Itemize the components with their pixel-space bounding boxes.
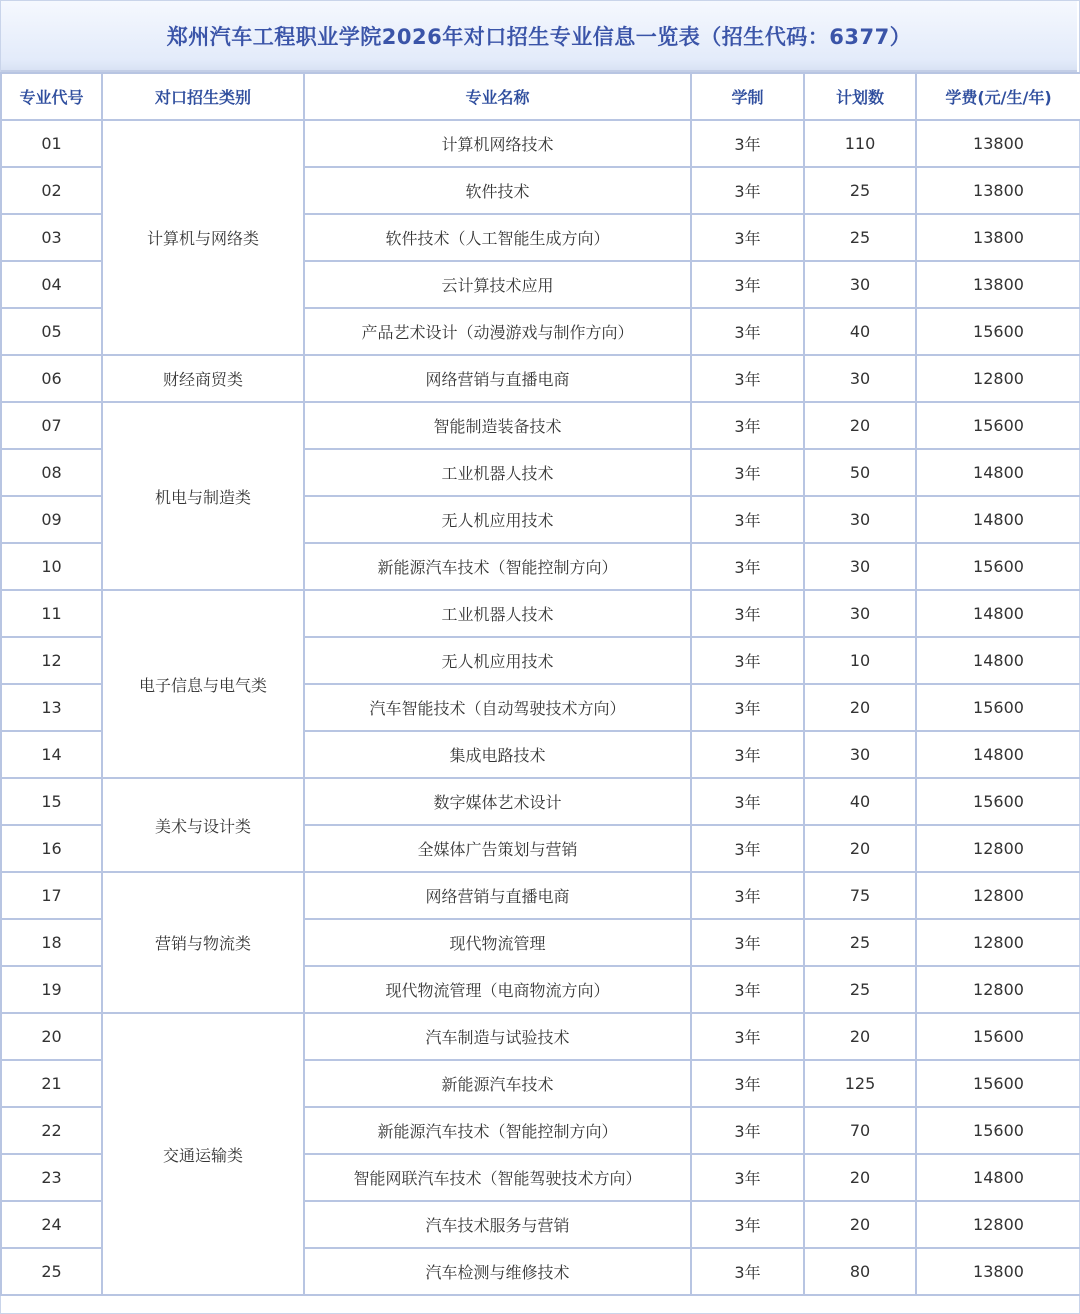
cell-code: 07 [1, 402, 102, 449]
header-row [1, 73, 1080, 120]
cell-fee: 12800 [916, 919, 1080, 966]
table-body [1, 120, 1080, 1295]
table-row [1, 120, 1080, 167]
cell-duration: 3年 [691, 919, 804, 966]
cell-code: 22 [1, 1107, 102, 1154]
cell-fee: 12800 [916, 355, 1080, 402]
cell-plan: 30 [804, 731, 916, 778]
cell-duration: 3年 [691, 1248, 804, 1295]
cell-major: 智能网联汽车技术（智能驾驶技术方向） [304, 1154, 691, 1201]
cell-code: 18 [1, 919, 102, 966]
cell-plan: 20 [804, 1201, 916, 1248]
cell-fee: 15600 [916, 778, 1080, 825]
cell-code: 13 [1, 684, 102, 731]
cell-plan: 80 [804, 1248, 916, 1295]
cell-major: 无人机应用技术 [304, 637, 691, 684]
cell-major: 现代物流管理 [304, 919, 691, 966]
cell-plan: 10 [804, 637, 916, 684]
cell-code: 17 [1, 872, 102, 919]
cell-duration: 3年 [691, 684, 804, 731]
cell-major: 云计算技术应用 [304, 261, 691, 308]
cell-duration: 3年 [691, 167, 804, 214]
cell-plan: 20 [804, 1154, 916, 1201]
cell-fee: 12800 [916, 872, 1080, 919]
table-row [1, 1013, 1080, 1060]
cell-duration: 3年 [691, 590, 804, 637]
cell-fee: 13800 [916, 120, 1080, 167]
cell-code: 09 [1, 496, 102, 543]
cell-code: 05 [1, 308, 102, 355]
cell-major: 产品艺术设计（动漫游戏与制作方向） [304, 308, 691, 355]
cell-duration: 3年 [691, 966, 804, 1013]
cell-code: 19 [1, 966, 102, 1013]
cell-major: 新能源汽车技术 [304, 1060, 691, 1107]
cell-plan: 25 [804, 214, 916, 261]
cell-major: 计算机网络技术 [304, 120, 691, 167]
cell-plan: 20 [804, 402, 916, 449]
header-duration: 学制 [691, 73, 804, 120]
cell-plan: 30 [804, 355, 916, 402]
header-major: 专业名称 [304, 73, 691, 120]
cell-category: 计算机与网络类 [102, 120, 304, 355]
cell-major: 新能源汽车技术（智能控制方向） [304, 543, 691, 590]
cell-major: 无人机应用技术 [304, 496, 691, 543]
table-row [1, 402, 1080, 449]
cell-fee: 14800 [916, 731, 1080, 778]
cell-code: 23 [1, 1154, 102, 1201]
cell-duration: 3年 [691, 120, 804, 167]
cell-fee: 14800 [916, 637, 1080, 684]
cell-plan: 30 [804, 590, 916, 637]
cell-major: 软件技术 [304, 167, 691, 214]
cell-fee: 13800 [916, 261, 1080, 308]
cell-plan: 125 [804, 1060, 916, 1107]
cell-major: 全媒体广告策划与营销 [304, 825, 691, 872]
cell-code: 06 [1, 355, 102, 402]
cell-code: 24 [1, 1201, 102, 1248]
cell-plan: 50 [804, 449, 916, 496]
cell-duration: 3年 [691, 496, 804, 543]
cell-duration: 3年 [691, 872, 804, 919]
table-row [1, 778, 1080, 825]
cell-plan: 70 [804, 1107, 916, 1154]
cell-code: 01 [1, 120, 102, 167]
cell-fee: 12800 [916, 825, 1080, 872]
majors-table [0, 72, 1080, 1296]
cell-category: 电子信息与电气类 [102, 590, 304, 778]
cell-major: 工业机器人技术 [304, 590, 691, 637]
cell-code: 21 [1, 1060, 102, 1107]
cell-fee: 14800 [916, 1154, 1080, 1201]
header-plan: 计划数 [804, 73, 916, 120]
cell-plan: 75 [804, 872, 916, 919]
cell-major: 数字媒体艺术设计 [304, 778, 691, 825]
cell-duration: 3年 [691, 731, 804, 778]
cell-duration: 3年 [691, 825, 804, 872]
table-row [1, 590, 1080, 637]
cell-duration: 3年 [691, 449, 804, 496]
cell-plan: 25 [804, 966, 916, 1013]
cell-major: 汽车制造与试验技术 [304, 1013, 691, 1060]
cell-major: 网络营销与直播电商 [304, 872, 691, 919]
cell-code: 12 [1, 637, 102, 684]
cell-duration: 3年 [691, 261, 804, 308]
cell-code: 14 [1, 731, 102, 778]
cell-code: 04 [1, 261, 102, 308]
cell-fee: 12800 [916, 1201, 1080, 1248]
cell-duration: 3年 [691, 308, 804, 355]
cell-fee: 15600 [916, 1060, 1080, 1107]
cell-category: 美术与设计类 [102, 778, 304, 872]
table-row [1, 872, 1080, 919]
cell-fee: 12800 [916, 966, 1080, 1013]
cell-fee: 13800 [916, 167, 1080, 214]
table-row [1, 355, 1080, 402]
cell-major: 网络营销与直播电商 [304, 355, 691, 402]
cell-duration: 3年 [691, 1201, 804, 1248]
cell-fee: 14800 [916, 449, 1080, 496]
cell-major: 工业机器人技术 [304, 449, 691, 496]
cell-duration: 3年 [691, 402, 804, 449]
cell-duration: 3年 [691, 214, 804, 261]
cell-fee: 15600 [916, 684, 1080, 731]
cell-fee: 14800 [916, 590, 1080, 637]
cell-code: 02 [1, 167, 102, 214]
cell-duration: 3年 [691, 1060, 804, 1107]
cell-plan: 30 [804, 543, 916, 590]
cell-code: 25 [1, 1248, 102, 1295]
cell-major: 集成电路技术 [304, 731, 691, 778]
cell-major: 汽车检测与维修技术 [304, 1248, 691, 1295]
cell-code: 03 [1, 214, 102, 261]
cell-plan: 25 [804, 919, 916, 966]
cell-fee: 15600 [916, 1107, 1080, 1154]
cell-plan: 40 [804, 308, 916, 355]
cell-fee: 14800 [916, 496, 1080, 543]
cell-category: 营销与物流类 [102, 872, 304, 1013]
cell-plan: 110 [804, 120, 916, 167]
cell-category: 交通运输类 [102, 1013, 304, 1295]
cell-plan: 20 [804, 825, 916, 872]
header-fee: 学费(元/生/年) [916, 73, 1080, 120]
cell-category: 机电与制造类 [102, 402, 304, 590]
cell-fee: 15600 [916, 543, 1080, 590]
cell-fee: 13800 [916, 1248, 1080, 1295]
cell-duration: 3年 [691, 543, 804, 590]
cell-plan: 25 [804, 167, 916, 214]
cell-duration: 3年 [691, 1107, 804, 1154]
cell-code: 10 [1, 543, 102, 590]
cell-code: 15 [1, 778, 102, 825]
header-code: 专业代号 [1, 73, 102, 120]
cell-fee: 15600 [916, 402, 1080, 449]
cell-major: 新能源汽车技术（智能控制方向） [304, 1107, 691, 1154]
cell-plan: 30 [804, 261, 916, 308]
cell-duration: 3年 [691, 637, 804, 684]
cell-code: 20 [1, 1013, 102, 1060]
cell-fee: 15600 [916, 1013, 1080, 1060]
cell-code: 11 [1, 590, 102, 637]
cell-duration: 3年 [691, 1013, 804, 1060]
cell-plan: 30 [804, 496, 916, 543]
cell-code: 08 [1, 449, 102, 496]
cell-code: 16 [1, 825, 102, 872]
cell-major: 软件技术（人工智能生成方向） [304, 214, 691, 261]
cell-major: 现代物流管理（电商物流方向） [304, 966, 691, 1013]
header-category: 对口招生类别 [102, 73, 304, 120]
title-bar [1, 1, 1077, 72]
cell-major: 智能制造装备技术 [304, 402, 691, 449]
cell-duration: 3年 [691, 355, 804, 402]
cell-plan: 20 [804, 1013, 916, 1060]
cell-duration: 3年 [691, 778, 804, 825]
cell-major: 汽车智能技术（自动驾驶技术方向） [304, 684, 691, 731]
cell-category: 财经商贸类 [102, 355, 304, 402]
cell-major: 汽车技术服务与营销 [304, 1201, 691, 1248]
cell-fee: 13800 [916, 214, 1080, 261]
cell-plan: 20 [804, 684, 916, 731]
page-title: 郑州汽车工程职业学院2026年对口招生专业信息一览表（招生代码：6377） [166, 24, 912, 49]
cell-fee: 15600 [916, 308, 1080, 355]
cell-plan: 40 [804, 778, 916, 825]
cell-duration: 3年 [691, 1154, 804, 1201]
